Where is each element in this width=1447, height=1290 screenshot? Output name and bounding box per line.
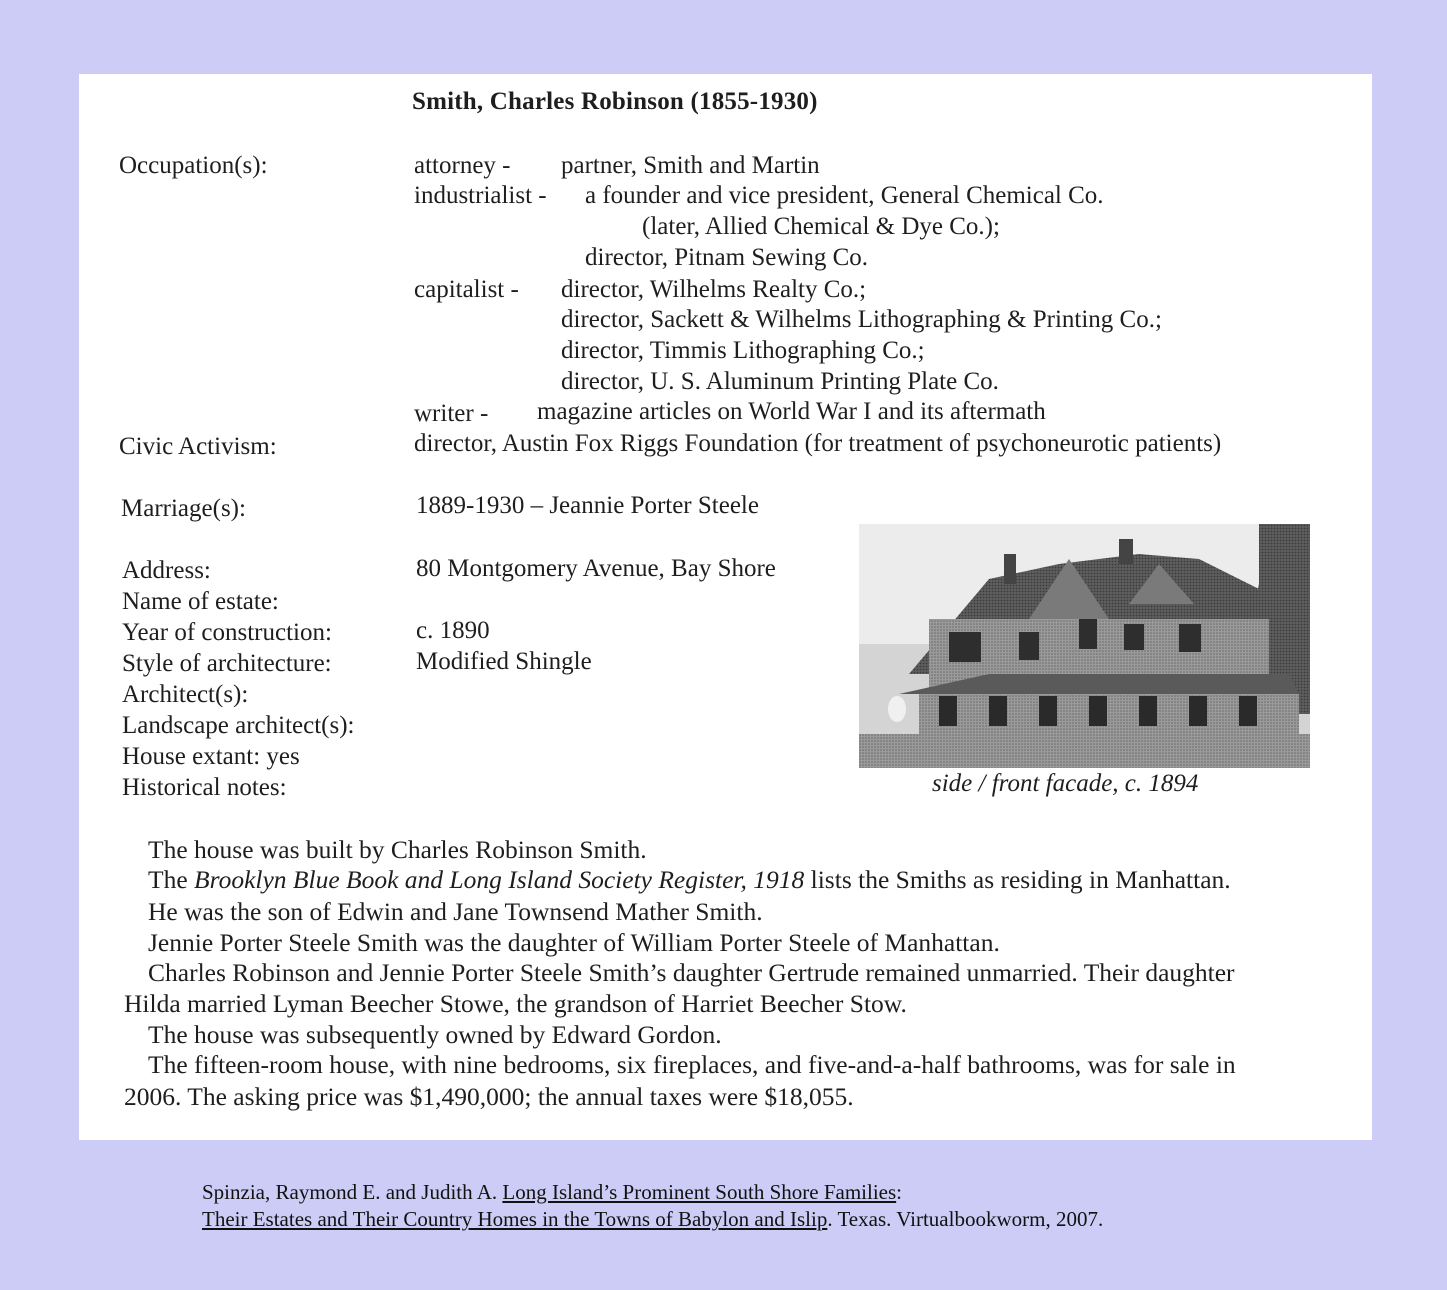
occupation-role-capitalist: capitalist - xyxy=(414,276,519,303)
note-paragraph-5a: Charles Robinson and Jennie Porter Steele Smith’s daughter Gertrude remained unmarried. Their daughter xyxy=(148,958,1235,987)
year-label: Year of construction: xyxy=(122,619,332,646)
occupation-capitalist-aluminum: director, U. S. Aluminum Printing Plate Co. xyxy=(561,368,999,395)
citation-title-part-1: Long Island’s Prominent South Shore Families xyxy=(502,1180,897,1204)
civic-value: director, Austin Fox Riggs Foundation (for treatment of psychoneurotic patients) xyxy=(414,430,1222,457)
address-value: 80 Montgomery Avenue, Bay Shore xyxy=(416,555,776,582)
occupation-industrialist-later: (later, Allied Chemical & Dye Co.); xyxy=(642,213,1000,240)
note-paragraph-2-start: The xyxy=(148,865,195,894)
note-paragraph-2-end: lists the Smiths as residing in Manhattan. xyxy=(804,865,1231,894)
historical-notes-label: Historical notes: xyxy=(122,774,287,801)
note-paragraph-2 xyxy=(148,865,1231,895)
occupation-role-writer: writer - xyxy=(414,400,489,427)
occupation-capitalist-sackett: director, Sackett & Wilhelms Lithographing & Printing Co.; xyxy=(561,306,1162,333)
house-illustration xyxy=(859,524,1310,768)
occupation-role-attorney: attorney - xyxy=(414,152,511,179)
architect-label: Architect(s): xyxy=(122,681,249,708)
estate-name-label: Name of estate: xyxy=(122,588,279,615)
note-paragraph-1: The house was built by Charles Robinson Smith. xyxy=(148,835,647,864)
citation-colon: : xyxy=(896,1180,902,1204)
citation-line-1 xyxy=(202,1180,902,1205)
house-extant-label: House extant: yes xyxy=(122,743,300,770)
photo-caption: side / front facade, c. 1894 xyxy=(932,770,1199,797)
occupation-role-industrialist: industrialist - xyxy=(414,182,547,209)
note-paragraph-3: He was the son of Edwin and Jane Townsend Mather Smith. xyxy=(148,897,763,926)
occupation-attorney-detail: partner, Smith and Martin xyxy=(561,152,820,179)
style-value: Modified Shingle xyxy=(416,648,592,675)
book-title: Brooklyn Blue Book and Long Island Society Register, 1918 xyxy=(194,865,805,894)
occupation-writer-detail: magazine articles on World War I and its aftermath xyxy=(537,398,1046,425)
marriage-value: 1889-1930 – Jeannie Porter Steele xyxy=(416,492,759,519)
note-paragraph-5b: Hilda married Lyman Beecher Stowe, the grandson of Harriet Beecher Stow. xyxy=(124,989,907,1018)
note-paragraph-6: The house was subsequently owned by Edward Gordon. xyxy=(148,1020,722,1049)
citation-authors: Spinzia, Raymond E. and Judith A. xyxy=(202,1180,503,1204)
citation-publisher: . Texas. Virtualbookworm, 2007. xyxy=(827,1207,1104,1231)
year-value: c. 1890 xyxy=(416,617,490,644)
entry-heading: Smith, Charles Robinson (1855-1930) xyxy=(412,88,818,115)
occupation-industrialist-pitnam: director, Pitnam Sewing Co. xyxy=(585,244,868,271)
citation-line-2 xyxy=(202,1207,1103,1232)
address-label: Address: xyxy=(122,557,211,584)
occupation-label: Occupation(s): xyxy=(119,152,268,179)
civic-label: Civic Activism: xyxy=(119,433,277,460)
note-paragraph-7b: 2006. The asking price was $1,490,000; the annual taxes were $18,055. xyxy=(124,1082,854,1111)
note-paragraph-7a: The fifteen-room house, with nine bedrooms, six fireplaces, and five-and-a-half bathrooms, was for sale in xyxy=(148,1050,1236,1079)
style-label: Style of architecture: xyxy=(122,650,332,677)
citation-title-part-2: Their Estates and Their Country Homes in the Towns of Babylon and Islip xyxy=(202,1207,828,1231)
landscape-label: Landscape architect(s): xyxy=(122,712,355,739)
document-sheet xyxy=(79,74,1372,1140)
occupation-capitalist-wilhelms: director, Wilhelms Realty Co.; xyxy=(561,276,867,303)
occupation-industrialist-detail: a founder and vice president, General Chemical Co. xyxy=(585,182,1104,209)
house-photo xyxy=(859,524,1310,768)
occupation-capitalist-timmis: director, Timmis Lithographing Co.; xyxy=(561,337,925,364)
marriage-label: Marriage(s): xyxy=(121,495,246,522)
note-paragraph-4: Jennie Porter Steele Smith was the daughter of William Porter Steele of Manhattan. xyxy=(148,928,1000,957)
